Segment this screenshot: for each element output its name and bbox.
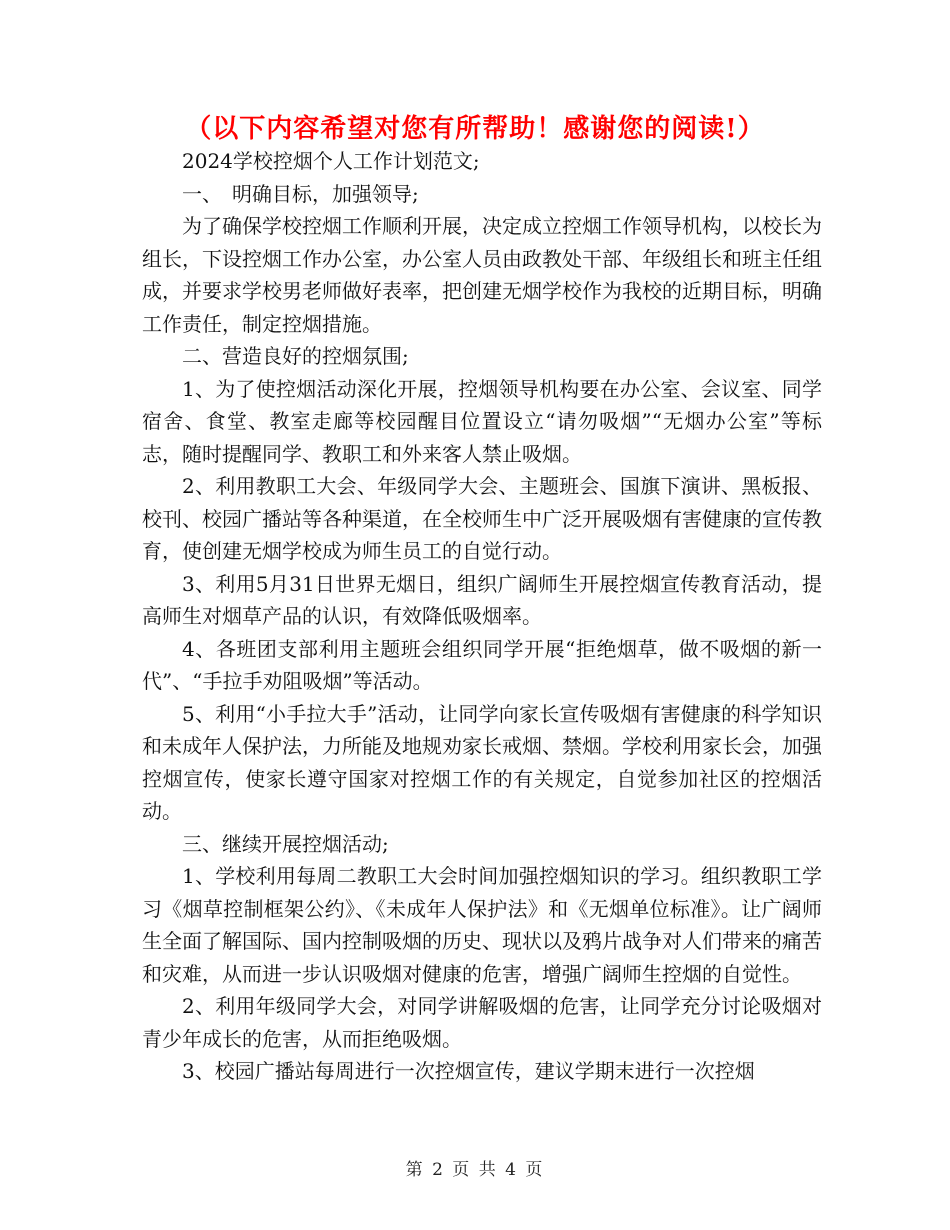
document-body [142, 145, 822, 1088]
section-heading-3: 三、继续开展控烟活动; [182, 831, 389, 856]
paragraph: 1、学校利用每周二教职工大会时间加强控烟知识的学习。组织教职工学习《烟草控制框架公约》、《未成年人保护法》和《无烟单位标准》。让广阔师生全面了解国际、国内控制吸烟的历史、现状以及鸦片战争对人们带来的痛苦和灾难，从而进一步认识吸烟对健康的危害，增强广阔师生控烟的自觉性。 [142, 864, 822, 986]
doc-title-line: 2024学校控烟个人工作计划范文; [182, 149, 480, 173]
paragraph: 5、利用“小手拉大手”活动，让同学向家长宣传吸烟有害健康的科学知识和未成年人保护法，力所能及地规劝家长戒烟、禁烟。学校利用家长会，加强控烟宣传，使家长遵守国家对控烟工作的有关规定，自觉参加社区的控烟活动。 [142, 701, 822, 823]
paragraph: 2、利用年级同学大会，对同学讲解吸烟的危害，让同学充分讨论吸烟对青少年成长的危害，从而拒绝吸烟。 [142, 994, 822, 1051]
thank-you-banner: （以下内容希望对您有所帮助！感谢您的阅读!） [185, 114, 765, 144]
paragraph: 2、利用教职工大会、年级同学大会、主题班会、国旗下演讲、黑板报、校刊、校园广播站等各种渠道，在全校师生中广泛开展吸烟有害健康的宣传教育，使创建无烟学校成为师生员工的自觉行动。 [142, 474, 822, 563]
section-heading-2: 二、营造良好的控烟氛围; [182, 344, 409, 368]
paragraph: 1、为了使控烟活动深化开展，控烟领导机构要在办公室、会议室、同学宿舍、食堂、教室走廊等校园醒目位置设立“请勿吸烟”“无烟办公室”等标志，随时提醒同学、教职工和外来客人禁止吸烟。 [142, 376, 822, 466]
paragraph: 3、利用5月31日世界无烟日，组织广阔师生开展控烟宣传教育活动，提高师生对烟草产品的认识，有效降低吸烟率。 [142, 571, 822, 628]
paragraph: 为了确保学校控烟工作顺利开展，决定成立控烟工作领导机构，以校长为组长，下设控烟工作办公室，办公室人员由政教处干部、年级组长和班主任组成，并要求学校男老师做好表率，把创建无烟学校作为我校的近期目标，明确工作责任，制定控烟措施。 [142, 214, 822, 336]
page-number-footer: 第 2 页 共 4 页 [405, 1160, 545, 1180]
paragraph: 4、各班团支部利用主题班会组织同学开展“拒绝烟草，做不吸烟的新一代”、“手拉手劝阻吸烟”等活动。 [142, 636, 822, 693]
section-heading-1: 一、 明确目标，加强领导; [182, 181, 419, 206]
paragraph: 3、校园广播站每周进行一次控烟宣传，建议学期末进行一次控烟 [182, 1059, 755, 1083]
